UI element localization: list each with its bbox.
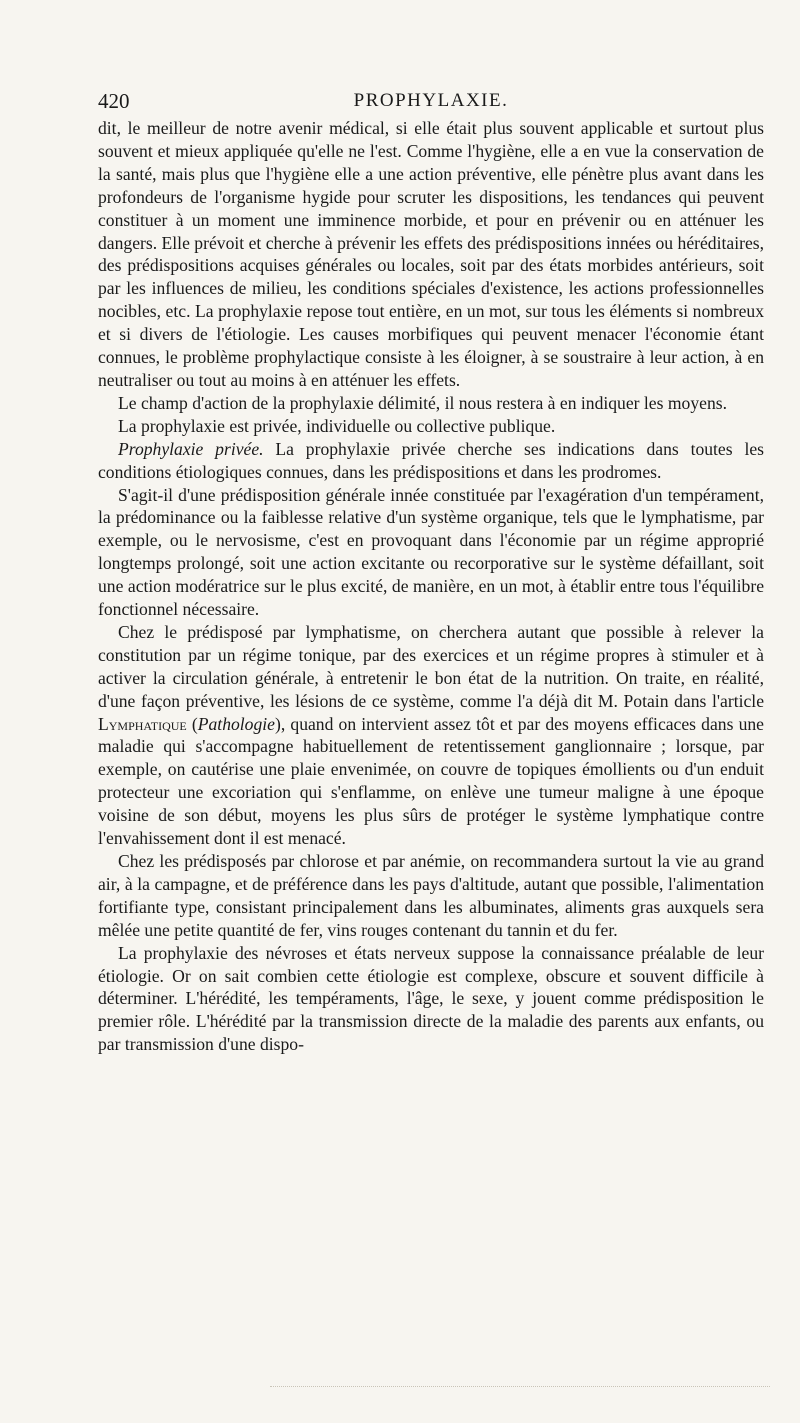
body-text xyxy=(98,117,764,1056)
article-reference: Lymphatique xyxy=(98,713,187,734)
paragraph-4-text: La prophylaxie privée cherche ses indications dans toutes les conditions étiologiques connues, dans les prédispositions et dans les prodromes. xyxy=(98,438,764,482)
paragraph-2: Le champ d'action de la prophylaxie délimité, il nous restera à en indiquer les moyens. xyxy=(118,392,727,413)
section-heading-prophylaxie-privee: Prophylaxie privée. xyxy=(118,438,264,459)
paragraph-1: dit, le meilleur de notre avenir médical, si elle était plus souvent applicable et surtout plus souvent et mieux appliquée qu'elle ne l'est. Comme l'hygiène, elle a en vue la conservation de la santé, mais plus que l'hygiène elle a une action préventive, elle pénètre plus avant dans les profondeurs de l'organisme hygide pour scruter les dispositions, les tendances qui peuvent constituer à un moment une imminence morbide, et pour en prévenir ou en atténuer les dangers. Elle prévoit et cherche à prévenir les effets des prédispositions innées ou héréditaires, des prédispositions acquises générales ou locales, soit par des états morbides antérieurs, soit par les influences de milieu, les conditions spéciales d'existence, les actions professionnelles nocibles, etc. La prophylaxie repose tout entière, en un mot, sur tous les éléments si nombreux et si divers de l'étiologie. Les causes morbifiques qui peuvent menacer l'économie étant connues, le problème prophylactique consiste à les éloigner, à se soustraire à leur action, à en neutraliser ou tout au moins à en atténuer les effets. xyxy=(98,118,764,390)
paragraph-6-text-before: Chez le prédisposé par lymphatisme, on cherchera autant que possible à relever la constitution par un régime tonique, par des exercices et un régime propres à stimuler et à activer la circulation générale, à entretenir le bon état de la nutrition. On traite, en réalité, d'une façon préventive, les lésions de ce système, comme l'a déjà dit M. Potain dans l'article xyxy=(98,621,764,711)
article-reference-subtitle: Pathologie xyxy=(197,713,275,734)
paragraph-4 xyxy=(98,438,764,484)
page-header xyxy=(98,88,764,114)
page-number: 420 xyxy=(98,89,130,113)
paragraph-6-text-after: , quand on intervient assez tôt et par des moyens efficaces dans une maladie qui s'accompagne habituellement de retentissement ganglionnaire ; lorsque, par exemple, on cautérise une plaie envenimée, on couvre de topiques émollients ou d'un enduit protecteur une excoriation qui s'enflamme, on enlève une tumeur maligne à une époque voisine de son début, moyens les plus sûrs de protéger le système lymphatique contre l'envahissement dont il est menacé. xyxy=(98,713,764,849)
page-bottom-rule xyxy=(270,1386,770,1388)
paragraph-6: Chez le prédisposé par lymphatisme, on cherchera autant que possible à relever la constitution par un régime tonique, par des exercices et un régime propres à stimuler et à activer la circulation générale, à entretenir le bon état de la nutrition. On traite, en réalité, d'une façon préventive, les lésions de ce système, comme l'a déjà dit M. Potain dans l'article Lymphatique (Pathologie), quand on intervient assez tôt et par des moyens efficaces dans une maladie qui s'accompagne habituellement de retentissement ganglionnaire ; lorsque, par exemple, on cautérise une plaie envenimée, on couvre de topiques émollients ou d'un enduit protecteur une excoriation qui s'enflamme, on enlève une tumeur maligne à une époque voisine de son début, moyens les plus sûrs de protéger le système lymphatique contre l'envahissement dont il est menacé. xyxy=(98,621,764,849)
paragraph-8: La prophylaxie des névroses et états nerveux suppose la connaissance préalable de leur étiologie. Or on sait combien cette étiologie est complexe, obscure et souvent difficile à déterminer. L'hérédité, les tempéraments, l'âge, le sexe, y jouent comme prédisposition le premier rôle. L'hérédité par la transmission directe de la maladie des parents aux enfants, ou par transmission d'une dispo- xyxy=(98,942,764,1055)
paragraph-5: S'agit-il d'une prédisposition générale innée constituée par l'exagération d'un tempérament, la prédominance ou la faiblesse relative d'un système organique, tels que le lymphatisme, par exemple, ou le nervosisme, c'est en provoquant dans l'économie par un régime approprié longtemps prolongé, soit une action excitante ou recorporative sur le système défaillant, soit une action modératrice sur le plus excité, de manière, en un mot, à établir entre tous l'équilibre fonctionnel nécessaire. xyxy=(98,484,764,620)
paragraph-7: Chez les prédisposés par chlorose et par anémie, on recommandera surtout la vie au grand air, à la campagne, et de préférence dans les pays d'altitude, autant que possible, l'alimentation fortifiante type, consistant principalement dans les albuminates, aliments gras auxquels sera mêlée une petite quantité de fer, vins rouges contenant du tannin et du fer. xyxy=(98,851,764,940)
running-title: PROPHYLAXIE. xyxy=(353,90,509,111)
paragraph-3: La prophylaxie est privée, individuelle ou collective publique. xyxy=(118,415,556,436)
